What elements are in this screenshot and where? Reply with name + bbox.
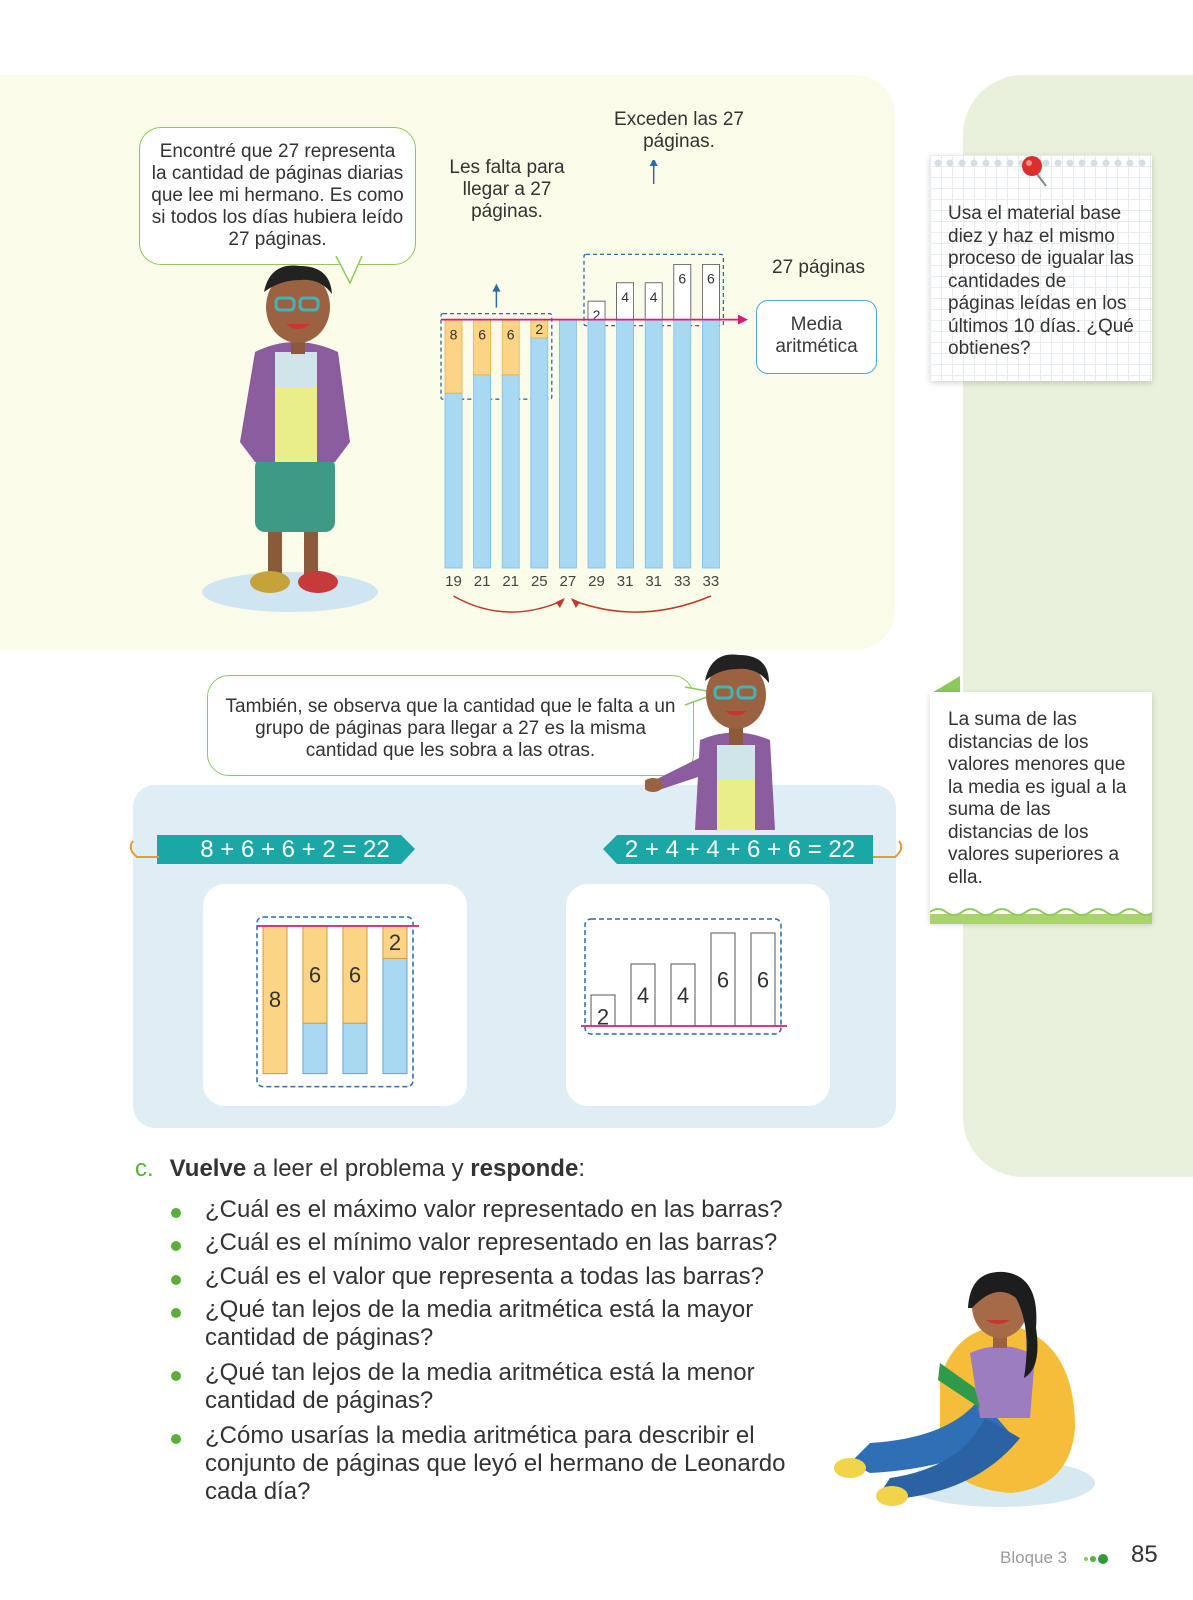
question-item: ¿Cuál es el valor que representa a todas las barras? [205, 1263, 764, 1290]
bar [531, 338, 548, 568]
up-arrow-left-head-icon [492, 284, 500, 292]
spiral-ring [1139, 160, 1146, 167]
up-arrow-right-head-icon [650, 160, 658, 166]
question-verb-1: Vuelve [169, 1155, 247, 1182]
bar [445, 393, 462, 568]
x-tick-label: 27 [559, 573, 577, 590]
spiral-ring [971, 160, 978, 167]
equation-left: 8 + 6 + 6 + 2 = 22 [200, 836, 390, 863]
deficit-label: 6 [506, 326, 515, 343]
excess-label: 2 [592, 307, 601, 324]
question-letter: c. [135, 1155, 154, 1182]
bar [645, 283, 662, 568]
grid-note-card: Usa el material base diez y haz el mismo proceso de igualar las cantidades de páginas leídas en los últimos 10 días. ¿Qué obtienes? [930, 155, 1152, 381]
spiral-ring [995, 160, 1002, 167]
bullet-icon [171, 1434, 181, 1444]
mini-excess-label: 6 [716, 967, 730, 993]
question-item: ¿Qué tan lejos de la media aritmética está la menor cantidad de páginas? [205, 1359, 755, 1414]
bar [617, 283, 634, 568]
excess-label: 4 [621, 288, 629, 305]
question-item: ¿Cuál es el mínimo valor representado en las barras? [205, 1229, 778, 1256]
footer-block-label: Bloque 3 [1000, 1548, 1068, 1567]
speech-bubble-middle: También, se observa que la cantidad que le falta a un grupo de páginas para llegar a 27 es la misma cantidad que les sobra a las otras. [207, 675, 694, 776]
boy-illustration [200, 262, 390, 622]
speech-bubble-top: Encontré que 27 representa la cantidad de páginas diarias que lee mi hermano. Es como si todos los días hubiera leído 27 páginas. [139, 127, 416, 265]
x-tick-label: 25 [530, 573, 548, 590]
girl-reading-illustration [810, 1268, 1110, 1528]
mini-deficit-label: 6 [348, 962, 362, 988]
bullet-icon [171, 1308, 181, 1318]
spiral-ring [1127, 160, 1134, 167]
curve-arrow-right [572, 596, 711, 612]
mini-deficit-label: 2 [388, 930, 402, 956]
spiral-ring [1067, 160, 1074, 167]
excess-label: 4 [649, 288, 658, 305]
equation-right: 2 + 4 + 4 + 6 + 6 = 22 [624, 836, 856, 863]
boy-pointing-illustration [645, 645, 795, 830]
deficit-label: 2 [535, 320, 544, 337]
x-tick-label: 21 [473, 573, 491, 590]
question-verb-2: responde [470, 1155, 579, 1182]
curve-arrow-left [454, 596, 564, 612]
question-item: ¿Cómo usarías la media aritmética para describir el conjunto de páginas que leyó el hermano de Leonardo cada día? [205, 1422, 786, 1505]
mini-deficit-label: 8 [268, 986, 282, 1012]
x-tick-label: 31 [616, 573, 634, 590]
bullet-icon [171, 1275, 181, 1285]
curve-arrow-right-head-icon [571, 598, 580, 608]
mini-excess-label: 4 [676, 983, 690, 1008]
x-tick-label: 19 [445, 573, 462, 590]
bar [559, 320, 576, 568]
excess-label: 6 [678, 270, 687, 287]
x-tick-label: 33 [702, 573, 720, 590]
sum-note-card: La suma de las distancias de los valores menores que la media es igual a la suma de las distancias de los valores superiores a ella. [930, 692, 1152, 922]
question-item: ¿Qué tan lejos de la media aritmética está la mayor cantidad de páginas? [205, 1296, 754, 1351]
question-heading [135, 1155, 585, 1183]
spiral-ring [947, 160, 954, 167]
question-item: ¿Cuál es el máximo valor representado en las barras? [205, 1196, 783, 1223]
question-mid-text: a leer el problema y [246, 1155, 471, 1182]
x-tick-label: 33 [673, 573, 691, 590]
footer-dots-icon [1083, 1553, 1113, 1565]
question-end: : [578, 1155, 585, 1182]
spiral-ring [983, 160, 990, 167]
deficit-label: 8 [449, 326, 458, 343]
exceed-label: Exceden las 27 páginas. [614, 109, 744, 152]
bar [502, 375, 519, 568]
bar [474, 375, 491, 568]
media-aritmetica-box: Media aritmética [756, 300, 877, 374]
mini-deficit-label: 6 [308, 962, 322, 988]
excess-mini-chart [566, 884, 830, 1106]
curve-arrow-left-head-icon [556, 598, 565, 608]
page-number: 85 [1131, 1541, 1158, 1568]
deficit-label: 6 [478, 326, 486, 343]
short-label: Les falta para llegar a 27 páginas. [449, 157, 565, 222]
bullet-icon [171, 1241, 181, 1251]
spiral-ring [959, 160, 966, 167]
bar [588, 301, 605, 568]
card-wave-border [930, 906, 1152, 924]
x-tick-label: 29 [588, 573, 605, 590]
spiral-ring [935, 160, 942, 167]
spiral-ring [1079, 160, 1086, 167]
pushpin-icon [1016, 152, 1056, 192]
mean-line-label: 27 páginas [772, 257, 865, 278]
x-tick-label: 21 [502, 573, 520, 590]
mean-line-arrow-icon [738, 315, 748, 325]
mini-excess-label: 4 [636, 983, 650, 1008]
x-tick-label: 31 [645, 573, 663, 590]
spiral-ring [1007, 160, 1014, 167]
mini-excess-label: 2 [596, 1004, 610, 1030]
bullet-icon [171, 1371, 181, 1381]
spiral-ring [1091, 160, 1098, 167]
deficit-mini-chart [203, 884, 467, 1106]
spiral-ring [1103, 160, 1110, 167]
mini-excess-label: 6 [756, 967, 770, 993]
excess-label: 6 [707, 270, 715, 287]
bullet-icon [171, 1208, 181, 1218]
bar-chart [420, 160, 780, 630]
spiral-ring [1115, 160, 1122, 167]
